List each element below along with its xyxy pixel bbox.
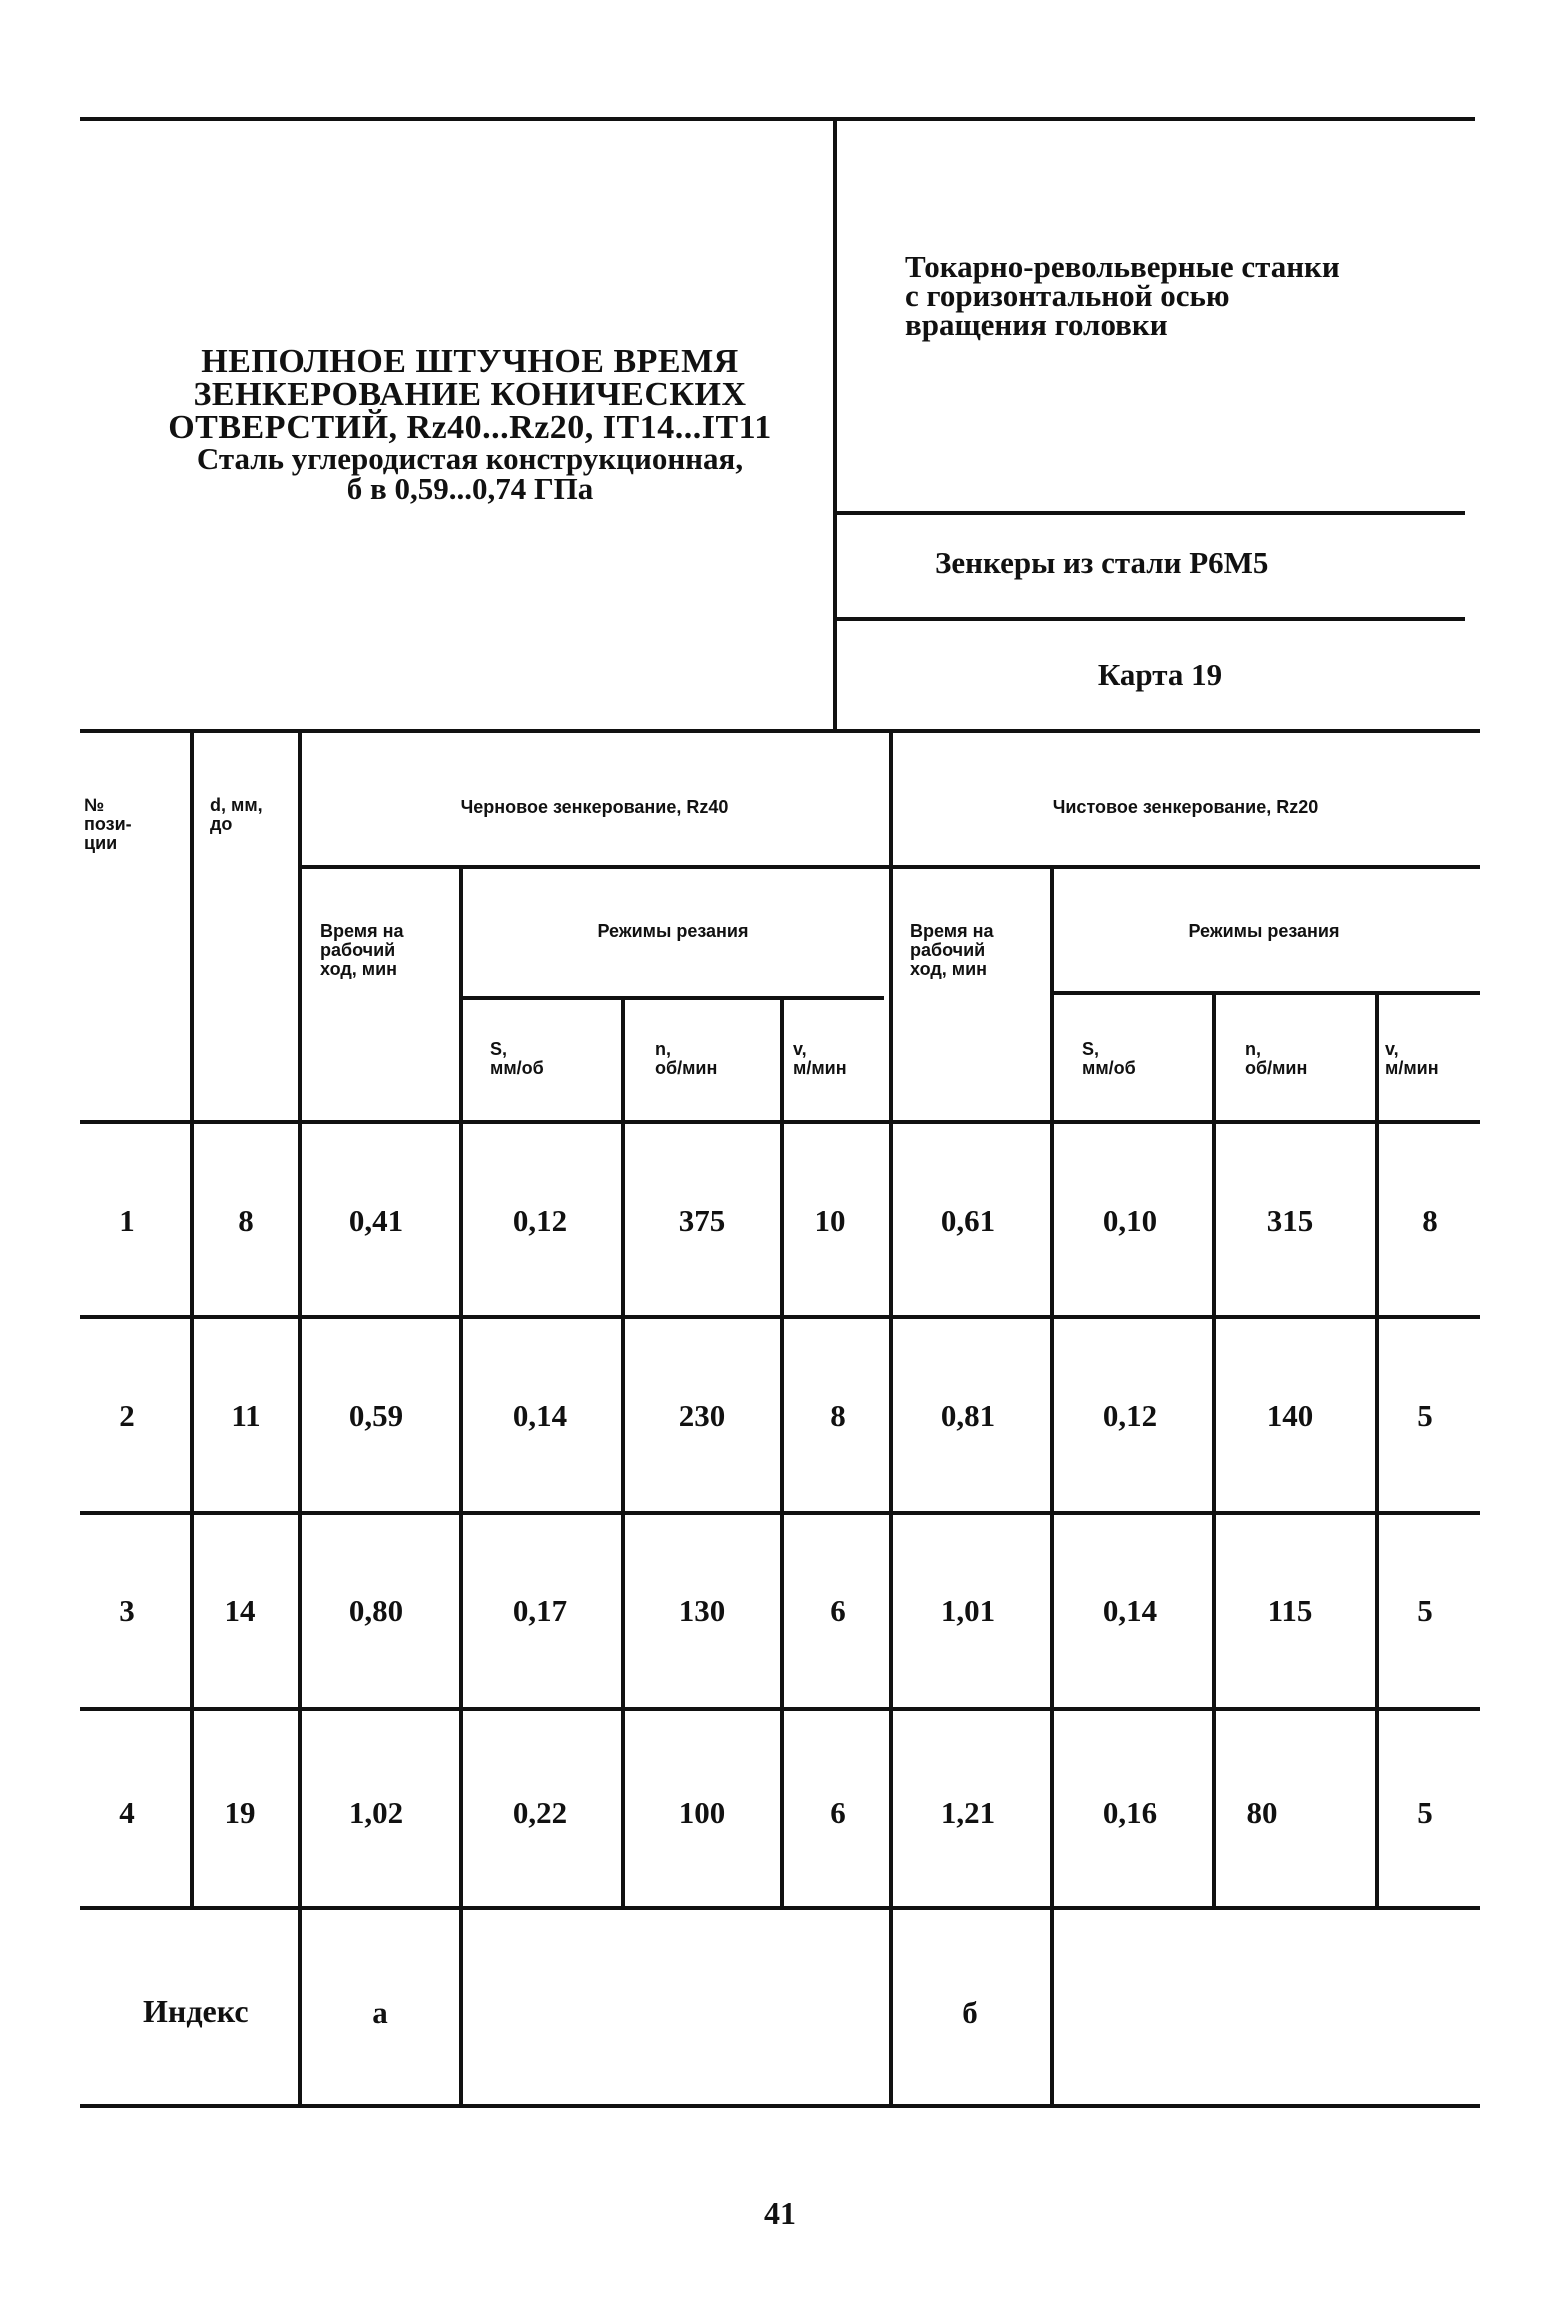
title-line-1: НЕПОЛНОЕ ШТУЧНОЕ ВРЕМЯ (201, 343, 739, 380)
finish-n-header (1245, 1040, 1307, 1078)
header-line: рабочий (320, 940, 396, 960)
index-finish: б (962, 1995, 978, 2030)
row1-v1: 10 (814, 1203, 846, 1238)
finish-s-header (1082, 1040, 1136, 1078)
row3-v1: 6 (830, 1593, 846, 1628)
col-position-header (84, 796, 132, 853)
header-line: Время на (910, 921, 994, 941)
col-line (621, 998, 625, 1906)
row3-s1: 0,17 (512, 1593, 568, 1628)
row2-s1: 0,14 (512, 1398, 568, 1433)
header-line: м/мин (793, 1058, 847, 1078)
row2-v1: 8 (830, 1398, 846, 1433)
row3-d: 14 (224, 1593, 256, 1628)
row2-n1: 230 (678, 1398, 726, 1433)
rough-n-header (655, 1040, 717, 1078)
row2-t1: 0,59 (348, 1398, 404, 1433)
row1-n1: 375 (678, 1203, 726, 1238)
machine-line-1: Токарно-револьверные станки (905, 249, 1340, 284)
modes-rule (1050, 991, 1480, 995)
row1-n2: 315 (1266, 1203, 1314, 1238)
machine-line-3: вращения головки (905, 307, 1168, 342)
col-line (780, 998, 784, 1906)
table-top-rule (80, 729, 1480, 733)
subtitle-line-2: б в 0,59...0,74 ГПа (346, 471, 594, 506)
rough-group-header: Черновое зенкерование, Rz40 (460, 797, 729, 817)
finish-v-header (1385, 1040, 1439, 1078)
table-bottom-rule (80, 2104, 1480, 2108)
row2-pos: 2 (119, 1398, 135, 1433)
header-line: об/мин (655, 1058, 718, 1078)
row-rule (80, 1315, 1480, 1319)
col-diameter-header (210, 796, 263, 834)
header-line: рабочий (910, 940, 986, 960)
page-number: 41 (764, 2195, 796, 2231)
header-line: S, (490, 1039, 508, 1059)
row1-t2: 0,61 (940, 1203, 996, 1238)
header-line: ход, мин (910, 959, 988, 979)
row3-pos: 3 (119, 1593, 135, 1628)
row4-t2: 1,21 (940, 1795, 996, 1830)
header-line: n, (655, 1039, 671, 1059)
row2-v2: 5 (1417, 1398, 1433, 1433)
col-line (1212, 993, 1216, 1906)
row4-t1: 1,02 (348, 1795, 404, 1830)
header-line: об/мин (1245, 1058, 1308, 1078)
row4-d: 19 (224, 1795, 256, 1830)
row1-s1: 0,12 (512, 1203, 568, 1238)
header-line: n, (1245, 1039, 1261, 1059)
row1-s2: 0,10 (1102, 1203, 1158, 1238)
row2-s2: 0,12 (1102, 1398, 1158, 1433)
rough-s-header (490, 1040, 544, 1078)
row4-n2: 80 (1246, 1795, 1278, 1830)
row3-v2: 5 (1417, 1593, 1433, 1628)
header-line: Время на (320, 921, 404, 941)
header-line: пози- (84, 814, 132, 834)
row1-t1: 0,41 (348, 1203, 404, 1238)
header-line: № (84, 795, 105, 815)
header-line: м/мин (1385, 1058, 1439, 1078)
header-line: мм/об (490, 1058, 544, 1078)
col-line (1375, 993, 1379, 1906)
tool-material: Зенкеры из стали Р6М5 (935, 545, 1269, 580)
row-rule (80, 1707, 1480, 1711)
index-rough: а (372, 1995, 388, 2030)
header-line: до (210, 814, 233, 834)
header-line: v, (793, 1039, 807, 1059)
modes-rule (459, 996, 884, 1000)
header-line: S, (1082, 1039, 1100, 1059)
row3-n1: 130 (678, 1593, 726, 1628)
row1-d: 8 (238, 1203, 254, 1238)
header-bottom-rule (80, 1120, 1480, 1124)
finish-group-header: Чистовое зенкерование, Rz20 (1052, 797, 1319, 817)
row2-d: 11 (231, 1398, 261, 1433)
subtitle-line-1: Сталь углеродистая конструкционная, (196, 441, 744, 476)
header-line: ции (84, 833, 118, 853)
row2-n2: 140 (1266, 1398, 1314, 1433)
finish-modes-header: Режимы резания (1188, 921, 1340, 941)
row3-t1: 0,80 (348, 1593, 404, 1628)
rough-time-header (320, 922, 403, 979)
row1-pos: 1 (119, 1203, 135, 1238)
row-rule (80, 1906, 1480, 1910)
col-line (459, 1906, 463, 2106)
rough-modes-header: Режимы резания (597, 921, 749, 941)
machine-type (905, 249, 1465, 342)
header-line: ход, мин (320, 959, 398, 979)
col-line (1050, 867, 1054, 2106)
machine-line-2: с горизонтальной осью (905, 278, 1230, 313)
machine-rule (835, 511, 1465, 515)
row3-t2: 1,01 (940, 1593, 996, 1628)
finish-time-header (910, 922, 993, 979)
header-line: v, (1385, 1039, 1399, 1059)
row3-s2: 0,14 (1102, 1593, 1158, 1628)
row4-pos: 4 (119, 1795, 135, 1830)
top-rule (80, 117, 1475, 121)
row1-v2: 8 (1422, 1203, 1438, 1238)
rough-v-header (793, 1040, 847, 1078)
title-line-3: ОТВЕРСТИЙ, Rz40...Rz20, IT14...IT11 (168, 409, 772, 446)
index-label: Индекс (143, 1993, 249, 2029)
title-line-2: ЗЕНКЕРОВАНИЕ КОНИЧЕСКИХ (193, 376, 747, 413)
col-line (459, 867, 463, 1906)
header-line: мм/об (1082, 1058, 1136, 1078)
row4-s1: 0,22 (512, 1795, 568, 1830)
row4-v2: 5 (1417, 1795, 1433, 1830)
row4-n1: 100 (678, 1795, 726, 1830)
header-line: d, мм, (210, 795, 263, 815)
group-rule (298, 865, 1480, 869)
page-title (100, 345, 840, 504)
tool-rule (835, 617, 1465, 621)
row4-v1: 6 (830, 1795, 846, 1830)
row3-n2: 115 (1267, 1593, 1313, 1628)
row2-t2: 0,81 (940, 1398, 996, 1433)
row-rule (80, 1511, 1480, 1515)
row4-s2: 0,16 (1102, 1795, 1158, 1830)
card-number: Карта 19 (1097, 657, 1223, 692)
